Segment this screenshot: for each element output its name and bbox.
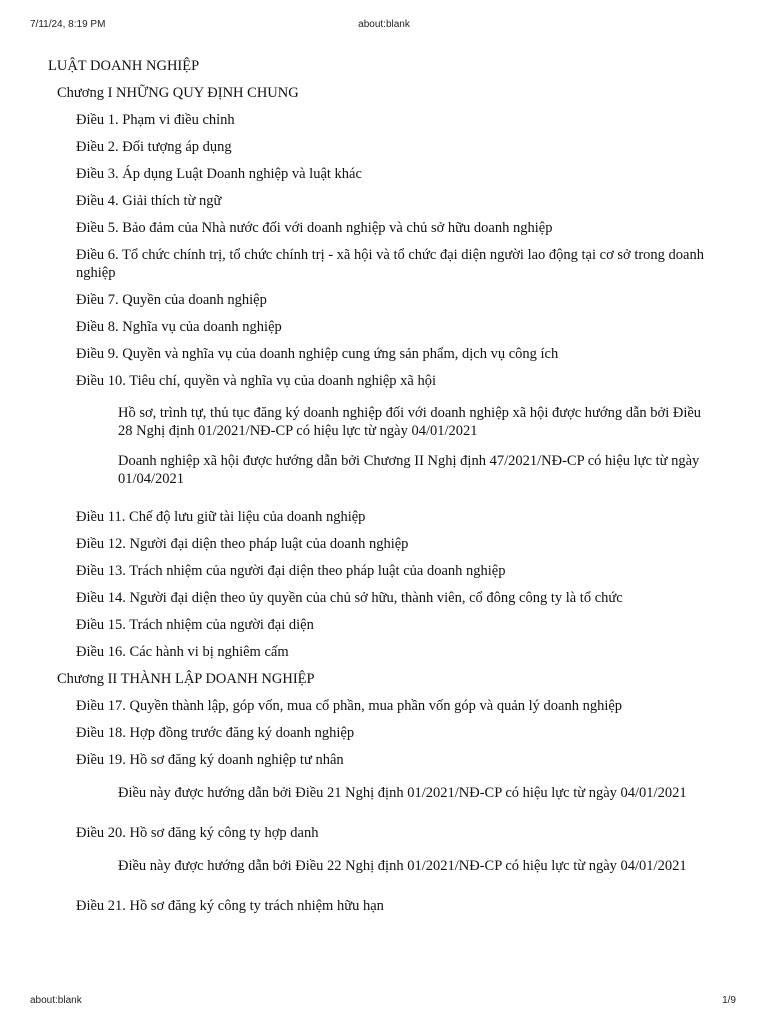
print-header	[0, 19, 768, 33]
article-link[interactable]: Điều 8. Nghĩa vụ của doanh nghiệp	[76, 319, 282, 335]
article-link[interactable]: Điều 11. Chế độ lưu giữ tài liệu của doanh nghiệp	[76, 509, 366, 525]
chapter-2-heading[interactable]: Chương II THÀNH LẬP DOANH NGHIỆP	[57, 671, 315, 687]
print-page-title: about:blank	[358, 19, 410, 30]
document-body	[0, 57, 768, 924]
guidance-note-link[interactable]: Điều này được hướng dẫn bởi Điều 22 Nghị định 01/2021/NĐ-CP có hiệu lực từ ngày 04/01/2021	[118, 858, 687, 874]
article-19-notes	[0, 778, 768, 824]
article-link[interactable]: Điều 12. Người đại diện theo pháp luật của doanh nghiệp	[76, 536, 409, 552]
article-link[interactable]: Điều 2. Đối tượng áp dụng	[76, 139, 232, 155]
article-10-notes	[0, 399, 768, 508]
guidance-note-link[interactable]: Điều này được hướng dẫn bởi Điều 21 Nghị định 01/2021/NĐ-CP có hiệu lực từ ngày 04/01/2021	[118, 785, 687, 801]
article-link[interactable]: Điều 1. Phạm vi điều chỉnh	[76, 112, 235, 128]
article-link[interactable]: Điều 21. Hồ sơ đăng ký công ty trách nhiệm hữu hạn	[76, 898, 384, 914]
page-number: 1/9	[722, 995, 736, 1006]
article-link[interactable]: Điều 3. Áp dụng Luật Doanh nghiệp và luật khác	[76, 166, 362, 182]
article-link[interactable]: Điều 9. Quyền và nghĩa vụ của doanh nghiệp cung ứng sản phẩm, dịch vụ công ích	[76, 346, 559, 362]
article-link[interactable]: Điều 14. Người đại diện theo ủy quyền của chủ sở hữu, thành viên, cổ đông công ty là tổ chức	[76, 590, 623, 606]
article-link[interactable]: Điều 10. Tiêu chí, quyền và nghĩa vụ của doanh nghiệp xã hội	[76, 373, 437, 389]
article-link[interactable]: Điều 20. Hồ sơ đăng ký công ty hợp danh	[76, 825, 319, 841]
guidance-note-link[interactable]: Hồ sơ, trình tự, thủ tục đăng ký doanh nghiệp đối với doanh nghiệp xã hội được hướng dẫn bởi Điều 28 Nghị định 01/2021/NĐ-CP có hiệu lực từ ngày 04/01/2021	[118, 405, 702, 439]
guidance-note-link[interactable]: Doanh nghiệp xã hội được hướng dẫn bởi Chương II Nghị định 47/2021/NĐ-CP có hiệu lực từ ngày 01/04/2021	[118, 453, 700, 487]
article-link[interactable]: Điều 17. Quyền thành lập, góp vốn, mua cổ phần, mua phần vốn góp và quản lý doanh nghiệp	[76, 698, 623, 714]
print-url: about:blank	[30, 995, 82, 1006]
article-link[interactable]: Điều 16. Các hành vi bị nghiêm cấm	[76, 644, 289, 660]
article-link[interactable]: Điều 6. Tổ chức chính trị, tổ chức chính trị - xã hội và tổ chức đại diện người lao động tại cơ sở trong doanh nghiệp	[76, 247, 704, 281]
document-title: LUẬT DOANH NGHIỆP	[48, 58, 200, 74]
print-footer	[0, 995, 768, 1009]
article-20-notes	[0, 851, 768, 897]
article-link[interactable]: Điều 15. Trách nhiệm của người đại diện	[76, 617, 314, 633]
article-link[interactable]: Điều 18. Hợp đồng trước đăng ký doanh nghiệp	[76, 725, 355, 741]
article-link[interactable]: Điều 5. Bảo đảm của Nhà nước đối với doanh nghiệp và chủ sở hữu doanh nghiệp	[76, 220, 553, 236]
article-link[interactable]: Điều 4. Giải thích từ ngữ	[76, 193, 222, 209]
print-datetime: 7/11/24, 8:19 PM	[30, 19, 106, 30]
chapter-1-heading[interactable]: Chương I NHỮNG QUY ĐỊNH CHUNG	[57, 85, 299, 101]
article-link[interactable]: Điều 7. Quyền của doanh nghiệp	[76, 292, 267, 308]
article-link[interactable]: Điều 13. Trách nhiệm của người đại diện theo pháp luật của doanh nghiệp	[76, 563, 506, 579]
article-link[interactable]: Điều 19. Hồ sơ đăng ký doanh nghiệp tư nhân	[76, 752, 344, 768]
